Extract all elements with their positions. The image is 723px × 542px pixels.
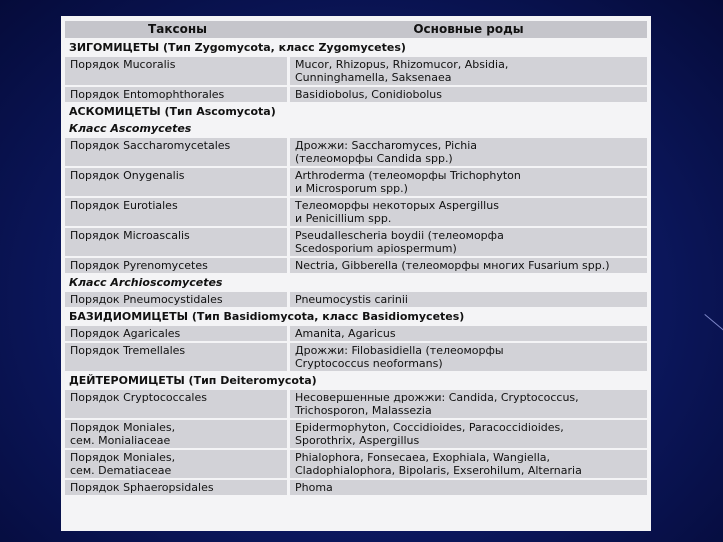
table-row <box>65 87 647 102</box>
genera-cell <box>290 138 647 166</box>
taxon-line: Порядок Saccharomycetales <box>70 139 231 152</box>
table-row <box>65 420 647 448</box>
genera-line: Epidermophyton, Coccidioides, Paracoccidioides, <box>295 421 564 434</box>
genera-cell <box>290 450 647 478</box>
table-row <box>65 138 647 166</box>
taxon-line: Порядок Moniales, <box>70 451 176 464</box>
taxon-cell <box>65 326 290 341</box>
table-row <box>65 450 647 478</box>
genera-cell <box>290 292 647 307</box>
genera-cell <box>290 258 647 273</box>
taxon-line: Порядок Cryptococcales <box>70 391 207 404</box>
class-heading-row <box>65 275 647 290</box>
taxon-line: Порядок Entomophthorales <box>70 88 225 101</box>
taxon-line: Порядок Sphaeropsidales <box>70 481 214 494</box>
genera-line: Cryptococcus neoformans) <box>295 357 443 370</box>
decorative-line <box>704 314 723 334</box>
taxon-cell <box>65 138 290 166</box>
taxon-cell <box>65 450 290 478</box>
genera-line: и Microsporum spp.) <box>295 182 408 195</box>
taxonomy-table <box>65 19 647 497</box>
genera-line: Cladophialophora, Bipolaris, Exserohilum, Alternaria <box>295 464 582 477</box>
taxonomy-table-panel <box>61 16 651 531</box>
taxon-cell <box>65 57 290 85</box>
genera-line: и Penicillium spp. <box>295 212 392 225</box>
group-heading: ДЕЙТЕРОМИЦЕТЫ (Тип Deiteromycota) <box>65 373 647 388</box>
taxon-cell <box>65 228 290 256</box>
genera-cell <box>290 326 647 341</box>
header-taxa: Таксоны <box>65 21 290 38</box>
taxon-line: сем. Dematiaceae <box>70 464 172 477</box>
genera-line: (телеоморфы Candida spp.) <box>295 152 453 165</box>
taxon-line: Порядок Tremellales <box>70 344 186 357</box>
taxon-line: Порядок Pneumocystidales <box>70 293 223 306</box>
genera-line: Дрожжи: Filobasidiella (телеоморфы <box>295 344 504 357</box>
table-row <box>65 57 647 85</box>
class-heading-row <box>65 121 647 136</box>
taxon-cell <box>65 390 290 418</box>
genera-cell <box>290 420 647 448</box>
genera-line: Дрожжи: Saccharomyces, Pichia <box>295 139 478 152</box>
genera-cell <box>290 343 647 371</box>
group-heading: ЗИГОМИЦЕТЫ (Тип Zygomycota, класс Zygomycetes) <box>65 40 647 55</box>
genera-line: Pseudallescheria boydii (телеоморфа <box>295 229 504 242</box>
genera-line: Basidiobolus, Conidiobolus <box>295 88 442 101</box>
genera-line: Phialophora, Fonsecaea, Exophiala, Wangiella, <box>295 451 550 464</box>
taxon-cell <box>65 480 290 495</box>
taxon-cell <box>65 343 290 371</box>
genera-line: Nectria, Gibberella (телеоморфы многих Fusarium spp.) <box>295 259 610 272</box>
group-heading-row <box>65 104 647 119</box>
table-row <box>65 480 647 495</box>
group-heading-row <box>65 40 647 55</box>
table-row <box>65 168 647 196</box>
genera-line: Scedosporium apiospermum) <box>295 242 457 255</box>
table-row <box>65 326 647 341</box>
group-heading-row <box>65 309 647 324</box>
class-heading: Класс Archioscomycetes <box>65 275 647 290</box>
taxon-line: Порядок Moniales, <box>70 421 176 434</box>
taxon-line: Порядок Eurotiales <box>70 199 178 212</box>
table-header-row <box>65 21 647 38</box>
genera-line: Mucor, Rhizopus, Rhizomucor, Absidia, <box>295 58 509 71</box>
table-row <box>65 258 647 273</box>
taxon-cell <box>65 198 290 226</box>
table-row <box>65 228 647 256</box>
genera-line: Cunninghamella, Saksenaea <box>295 71 452 84</box>
genera-line: Pneumocystis carinii <box>295 293 408 306</box>
table-row <box>65 390 647 418</box>
taxon-line: Порядок Mucoralis <box>70 58 176 71</box>
table-row <box>65 198 647 226</box>
genera-line: Sporothrix, Aspergillus <box>295 434 420 447</box>
taxon-cell <box>65 420 290 448</box>
genera-line: Trichosporon, Malassezia <box>295 404 432 417</box>
taxon-line: Порядок Agaricales <box>70 327 181 340</box>
table-row <box>65 292 647 307</box>
genera-cell <box>290 390 647 418</box>
genera-line: Телеоморфы некоторых Aspergillus <box>295 199 499 212</box>
taxon-line: Порядок Onygenalis <box>70 169 185 182</box>
genera-line: Несовершенные дрожжи: Candida, Cryptococcus, <box>295 391 579 404</box>
table-row <box>65 343 647 371</box>
genera-line: Phoma <box>295 481 333 494</box>
group-heading-row <box>65 373 647 388</box>
taxon-cell <box>65 258 290 273</box>
taxon-cell <box>65 87 290 102</box>
header-main-genera: Основные роды <box>290 21 647 38</box>
table-body <box>65 40 647 495</box>
genera-line: Amanita, Agaricus <box>295 327 396 340</box>
taxon-line: сем. Monialiaceae <box>70 434 171 447</box>
genera-cell <box>290 198 647 226</box>
genera-cell <box>290 228 647 256</box>
group-heading: БАЗИДИОМИЦЕТЫ (Тип Basidiomycota, класс Basidiomycetes) <box>65 309 647 324</box>
genera-line: Arthroderma (телеоморфы Trichophyton <box>295 169 521 182</box>
taxon-line: Порядок Pyrenomycetes <box>70 259 208 272</box>
genera-cell <box>290 168 647 196</box>
class-heading: Класс Ascomycetes <box>65 121 647 136</box>
genera-cell <box>290 87 647 102</box>
taxon-line: Порядок Microascalis <box>70 229 190 242</box>
genera-cell <box>290 480 647 495</box>
genera-cell <box>290 57 647 85</box>
group-heading: АСКОМИЦЕТЫ (Тип Ascomycota) <box>65 104 647 119</box>
taxon-cell <box>65 292 290 307</box>
taxon-cell <box>65 168 290 196</box>
